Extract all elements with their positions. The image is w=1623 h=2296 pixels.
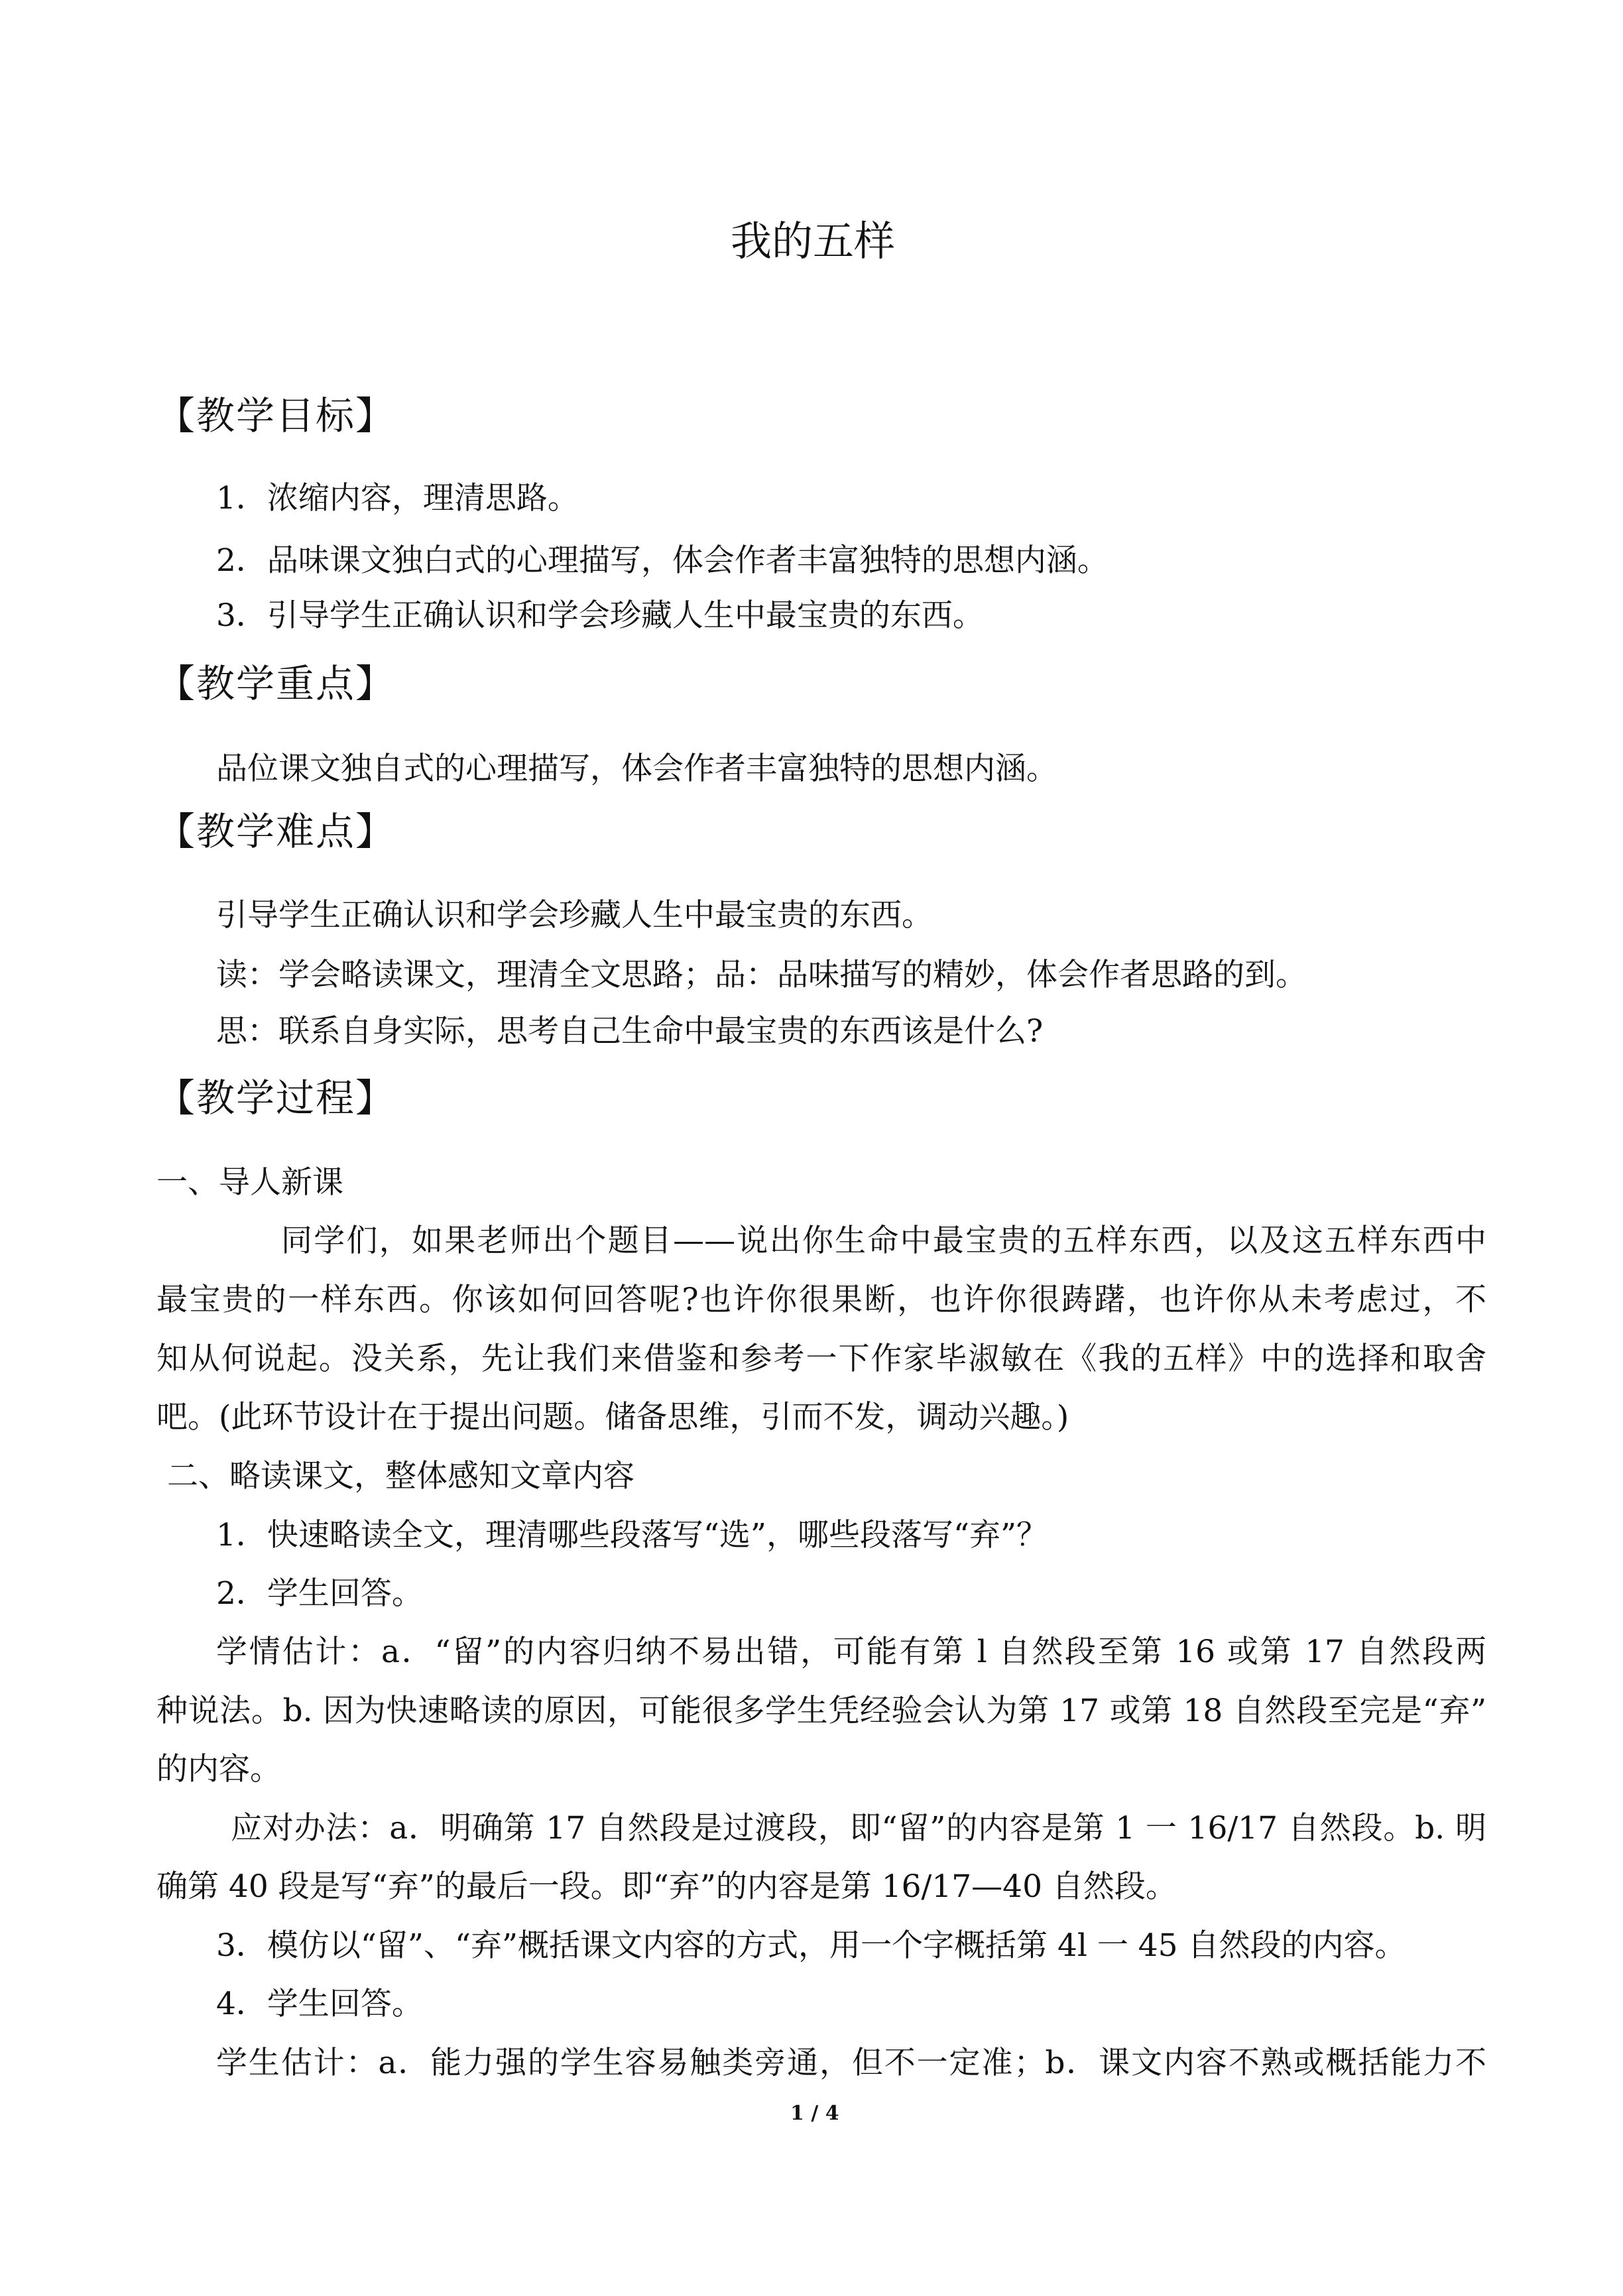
estimate-line-1: 学情估计：a．“留”的内容归纳不易出错，可能有第 l 自然段至第 16 或第 17 自然段两 xyxy=(216,1634,1486,1670)
heading-process: 【教学过程】 xyxy=(156,1075,396,1120)
heading-focus: 【教学重点】 xyxy=(156,661,396,706)
difficulty-line-2: 读：学会略读课文，理清全文思路；品：品味描写的精妙，体会作者思路的到。 xyxy=(216,957,1307,993)
estimate-line-2: 种说法。b. 因为快速略读的原因，可能很多学生凭经验会认为第 17 或第 18 自然段至完是“弃” xyxy=(156,1693,1486,1729)
page-number: 1 / 4 xyxy=(790,2102,839,2125)
heading-difficulty: 【教学难点】 xyxy=(156,809,396,854)
part1-heading: 一、导人新课 xyxy=(156,1164,343,1201)
method-line-2: 确第 40 段是写“弃”的最后一段。即“弃”的内容是第 16/17—40 自然段。 xyxy=(156,1868,1177,1905)
part2-step-4: 4．学生回答。 xyxy=(216,1986,423,2022)
student-estimate-line: 学生估计：a．能力强的学生容易触类旁通，但不一定准；b．课文内容不熟或概括能力不 xyxy=(216,2045,1486,2081)
part1-line-1: 同学们，如果老师出个题目——说出你生命中最宝贵的五样东西，以及这五样东西中 xyxy=(281,1223,1486,1259)
part1-line-4: 吧。(此环节设计在于提出问题。储备思维，引而不发，调动兴趣。) xyxy=(156,1399,1069,1435)
goal-item-1: 1．浓缩内容，理清思路。 xyxy=(216,480,579,516)
part2-step-3: 3．模仿以“留”、“弃”概括课文内容的方式，用一个字概括第 4l 一 45 自然段的内容。 xyxy=(216,1927,1406,1964)
goal-item-2: 2．品味课文独白式的心理描写，体会作者丰富独特的思想内涵。 xyxy=(216,542,1109,579)
focus-text: 品位课文独自式的心理描写，体会作者丰富独特的思想内涵。 xyxy=(216,751,1057,787)
part2-heading: 二、略读课文，整体感知文章内容 xyxy=(167,1458,634,1494)
part2-step-2: 2．学生回答。 xyxy=(216,1575,423,1612)
difficulty-line-3: 思：联系自身实际，思考自己生命中最宝贵的东西该是什么? xyxy=(216,1013,1044,1050)
part2-step-1: 1．快速略读全文，理清哪些段落写“选”，哪些段落写“弃”？ xyxy=(216,1517,1048,1553)
heading-goals: 【教学目标】 xyxy=(156,393,396,438)
part1-line-3: 知从何说起。没关系，先让我们来借鉴和参考一下作家毕淑敏在《我的五样》中的选择和取舍 xyxy=(156,1341,1486,1377)
method-line-1: 应对办法：a．明确第 17 自然段是过渡段，即“留”的内容是第 1 一 16/17 自然段。b. 明 xyxy=(231,1810,1486,1846)
page-title: 我的五样 xyxy=(731,217,896,265)
difficulty-line-1: 引导学生正确认识和学会珍藏人生中最宝贵的东西。 xyxy=(216,897,933,934)
estimate-line-3: 的内容。 xyxy=(156,1751,281,1787)
part1-line-2: 最宝贵的一样东西。你该如何回答呢?也许你很果断，也许你很踌躇，也许你从未考虑过，不 xyxy=(156,1282,1486,1318)
goal-item-3: 3．引导学生正确认识和学会珍藏人生中最宝贵的东西。 xyxy=(216,597,984,634)
